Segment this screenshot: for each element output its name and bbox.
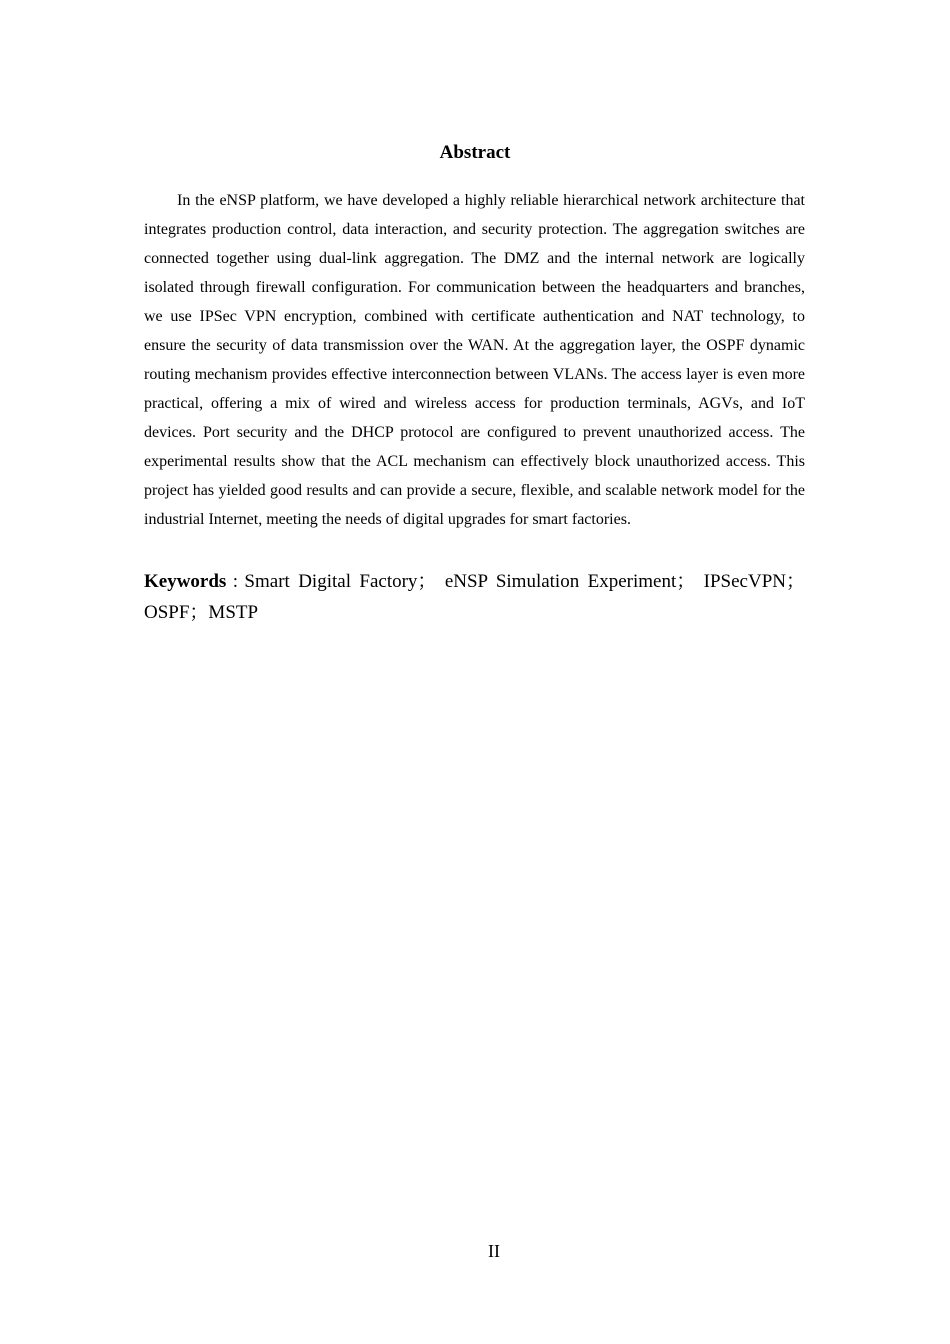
keywords-values: Smart Digital Factory； eNSP Simulation Experiment； IPSecVPN；OSPF；MSTP [144, 571, 805, 623]
keywords-separator: : [226, 571, 245, 592]
keywords-label: Keywords [144, 571, 227, 592]
abstract-paragraph: In the eNSP platform, we have developed a highly reliable hierarchical network architecture that integrates production control, data interaction, and security protection. The aggregation switches are connected together using dual-link aggregation. The DMZ and the internal network are logically isolated through firewall configuration. For communication between the headquarters and branches, we use IPSec VPN encryption, combined with certificate authentication and NAT technology, to ensure the security of data transmission over the WAN. At the aggregation layer, the OSPF dynamic routing mechanism provides effective interconnection between VLANs. The access layer is even more practical, offering a mix of wired and wireless access for production terminals, AGVs, and IoT devices. Port security and the DHCP protocol are configured to prevent unauthorized access. The experimental results show that the ACL mechanism can effectively block unauthorized access. This project has yielded good results and can provide a secure, flexible, and scalable network model for the industrial Internet, meeting the needs of digital upgrades for smart factories. [144, 192, 805, 528]
keywords-line [144, 566, 805, 628]
abstract-heading: Abstract [439, 142, 511, 163]
page-number: II [488, 1241, 500, 1261]
